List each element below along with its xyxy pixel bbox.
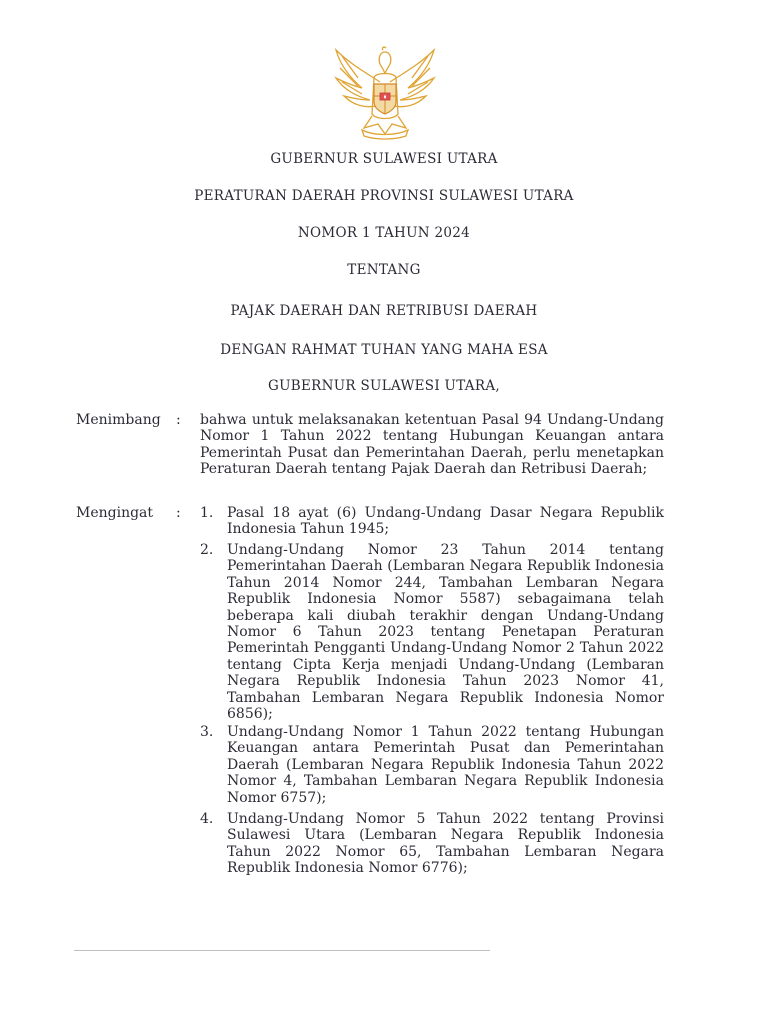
scan-divider: [74, 950, 490, 951]
list-item-number: 3.: [200, 724, 214, 740]
list-item-text: Undang-Undang Nomor 23 Tahun 2014 tentang Pemerintahan Daerah (Lembaran Negara Republik Indonesia Tahun 2014 Nomor 244, Tambahan Lembaran Negara Republik Indonesia Nomor 5587) sebagaimana telah beberapa kali diubah terakhir dengan Undang-Undang Nomor 6 Tahun 2023 tentang Penetapan Peraturan Pemerintah Pengganti Undang-Undang Nomor 2 Tahun 2022 tentang Cipta Kerja menjadi Undang-Undang (Lembaran Negara Republik Indonesia Tahun 2023 Nomor 41, Tambahan Lembaran Negara Republik Indonesia Nomor 6856);: [227, 542, 664, 723]
list-item-number: 2.: [200, 542, 214, 558]
header-line-about: TENTANG: [347, 262, 421, 278]
list-item-text: Pasal 18 ayat (6) Undang-Undang Dasar Negara Republik Indonesia Tahun 1945;: [227, 505, 664, 538]
mengingat-label: Mengingat: [76, 505, 154, 521]
header-line-governor-2: GUBERNUR SULAWESI UTARA,: [268, 378, 500, 394]
header-line-governor: GUBERNUR SULAWESI UTARA: [270, 151, 498, 167]
list-item-number: 1.: [200, 505, 214, 521]
list-item-text: Undang-Undang Nomor 1 Tahun 2022 tentang Hubungan Keuangan antara Pemerintah Pusat dan Pemerintahan Daerah (Lembaran Negara Republik Indonesia Tahun 2022 Nomor 4, Tambahan Lembaran Negara Republik Indonesia Nomor 6757);: [227, 724, 664, 806]
header-line-regulation: PERATURAN DAERAH PROVINSI SULAWESI UTARA: [194, 188, 574, 204]
mengingat-colon: :: [176, 505, 181, 521]
list-item-number: 4.: [200, 811, 214, 827]
menimbang-colon: :: [176, 412, 181, 428]
menimbang-text: bahwa untuk melaksanakan ketentuan Pasal 94 Undang-Undang Nomor 1 Tahun 2022 tentang Hubungan Keuangan antara Pemerintah Pusat dan Pemerintahan Daerah, perlu menetapkan Peraturan Daerah tentang Pajak Daerah dan Retribusi Daerah;: [200, 412, 664, 478]
header-line-subject: PAJAK DAERAH DAN RETRIBUSI DAERAH: [230, 303, 538, 319]
header-line-blessing: DENGAN RAHMAT TUHAN YANG MAHA ESA: [220, 342, 548, 358]
header-line-number: NOMOR 1 TAHUN 2024: [297, 225, 471, 241]
garuda-pancasila-icon: [328, 44, 442, 140]
list-item-text: Undang-Undang Nomor 5 Tahun 2022 tentang Provinsi Sulawesi Utara (Lembaran Negara Republik Indonesia Tahun 2022 Nomor 65, Tambahan Lembaran Negara Republik Indonesia Nomor 6776);: [227, 811, 664, 877]
menimbang-label: Menimbang: [76, 412, 161, 428]
